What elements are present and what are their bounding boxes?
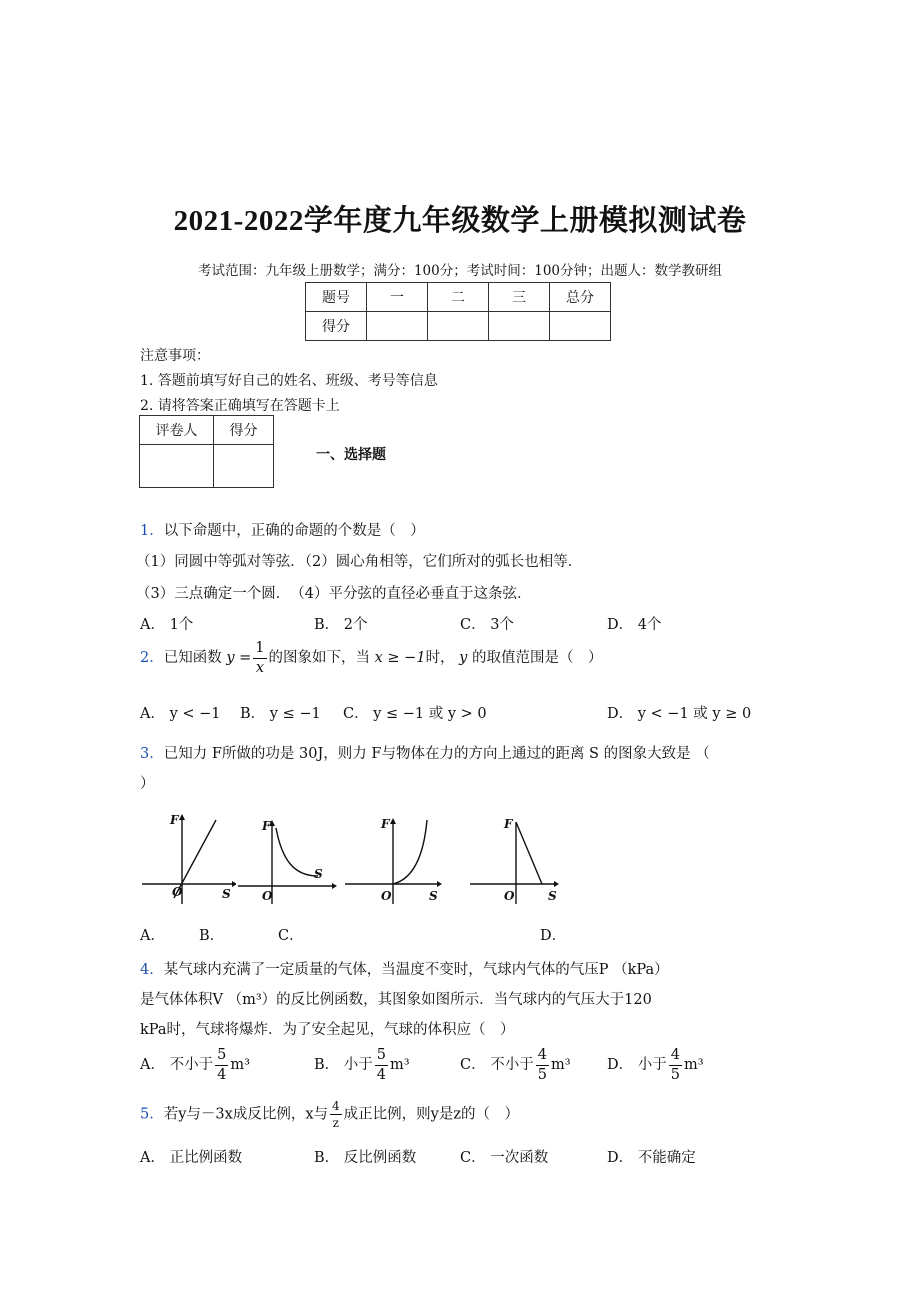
axis-label-s: S [429, 889, 438, 903]
exam-info: 考试范围：九年级上册数学；满分：100分；考试时间：100分钟；出题人：数学教研组 [197, 263, 723, 279]
fraction [536, 1048, 549, 1082]
q4-option-d[interactable] [607, 1048, 704, 1082]
q1-option-a[interactable]: A． 1个 [140, 617, 194, 633]
score-cell: 总分 [550, 283, 611, 312]
unit: m³ [230, 1057, 250, 1073]
q2-equation: y = [226, 650, 252, 666]
score-cell: 二 [428, 283, 489, 312]
numerator: 4 [669, 1048, 682, 1066]
axis-label-s: S [548, 889, 557, 903]
numerator: 4 [536, 1048, 549, 1066]
q3-option-c[interactable]: C． [278, 928, 304, 944]
score-input-cell[interactable] [428, 312, 489, 341]
score-cell: 三 [489, 283, 550, 312]
notice-item: 2. 请将答案正确填写在答题卡上 [140, 398, 340, 414]
q2-denominator: x [255, 659, 264, 676]
graph-line [516, 822, 542, 884]
q4-line3: kPa时，气球将爆炸．为了安全起见，气球的体积应（ ） [140, 1022, 515, 1038]
q4-line2: 是气体体积V （m³）的反比例函数，其图象如图所示．当气球内的气压大于120 [140, 992, 652, 1008]
q4-option-a[interactable] [140, 1048, 250, 1082]
q5-fraction [330, 1100, 342, 1129]
graph-curve [276, 828, 318, 876]
q2-text: 的图象如下，当 [268, 650, 371, 666]
axis-label-f: F [381, 817, 390, 831]
score-input-cell[interactable] [550, 312, 611, 341]
origin-label: O [504, 889, 515, 903]
q2-option-c[interactable]: C． y ≤ −1 或 y > 0 [343, 706, 487, 722]
score-input-cell[interactable] [489, 312, 550, 341]
q3-stem [140, 742, 710, 763]
q2-text: 已知函数 [163, 650, 222, 666]
q2-stem [140, 641, 602, 675]
q5-stem [140, 1100, 519, 1129]
score-input-cell[interactable] [367, 312, 428, 341]
denominator: 4 [376, 1066, 386, 1083]
unit: m³ [683, 1057, 704, 1073]
denominator: 5 [670, 1066, 680, 1083]
q2-variable: y [459, 650, 468, 666]
q3-number: 3． [140, 746, 164, 762]
q3-graph-b [238, 812, 338, 908]
notice-heading: 注意事项： [140, 348, 210, 364]
q4-stem [140, 958, 669, 979]
q1-option-d[interactable]: D． 4个 [607, 617, 662, 633]
fraction [375, 1048, 388, 1082]
axis-label-s: S [222, 887, 231, 901]
grader-input-cell[interactable] [140, 445, 214, 488]
q1-stem [140, 519, 425, 540]
q2-number: 2． [140, 650, 164, 666]
arrow-icon [179, 814, 185, 820]
arrow-icon [554, 881, 559, 887]
q1-option-c[interactable]: C． 3个 [460, 617, 514, 633]
fraction [669, 1048, 682, 1082]
exam-title: 2021-2022学年度九年级数学上册模拟测试卷 [173, 205, 747, 237]
q2-condition: x ≥ −1 [374, 650, 426, 666]
arrow-icon [437, 881, 442, 887]
score-cell: 题号 [306, 283, 367, 312]
q2-fraction [253, 641, 266, 675]
numerator: 4 [332, 1099, 340, 1113]
q5-option-d[interactable]: D． 不能确定 [607, 1150, 696, 1166]
q2-option-b[interactable]: B． y ≤ −1 [240, 706, 321, 722]
q3-option-a[interactable]: A． [140, 928, 165, 944]
origin-label: O [381, 889, 392, 903]
q1-text: 以下命题中，正确的命题的个数是（ ） [163, 523, 425, 539]
q3-graph-c [345, 812, 445, 908]
score-cell: 得分 [306, 312, 367, 341]
q1-line2: （1）同圆中等弧对等弦．（2）圆心角相等，它们所对的弧长也相等． [136, 554, 583, 570]
q4-option-c[interactable] [460, 1048, 571, 1082]
q1-line3: （3）三点确定一个圆． （4）平分弦的直径必垂直于这条弦． [136, 586, 532, 602]
score-cell: 一 [367, 283, 428, 312]
fraction [215, 1048, 228, 1082]
q2-text: 时， [425, 650, 455, 666]
q3-text: 已知力 F所做的功是 30J，则力 F与物体在力的方向上通过的距离 S 的图象大致是 （ [163, 746, 710, 762]
unit: m³ [550, 1057, 571, 1073]
q3-option-d[interactable]: D． [540, 928, 567, 944]
q5-text: 成正比例，则y是z的（ ） [343, 1106, 519, 1123]
q5-option-b[interactable]: B． 反比例函数 [314, 1150, 417, 1166]
option-label: C． 不小于 [460, 1057, 534, 1073]
score-input-cell[interactable] [214, 445, 274, 488]
numerator: 5 [375, 1048, 388, 1066]
q4-option-b[interactable] [314, 1048, 410, 1082]
score-table-header-row [306, 283, 611, 312]
section-heading: 一、选择题 [316, 447, 386, 463]
origin-label: O [262, 889, 273, 903]
score-table [305, 282, 611, 341]
unit: m³ [390, 1057, 410, 1073]
arrow-icon [390, 818, 396, 824]
notice-item: 1. 答题前填写好自己的姓名、班级、考号等信息 [140, 373, 438, 389]
grader-table [139, 415, 274, 488]
q2-numerator: 1 [253, 641, 266, 659]
numerator: 5 [215, 1048, 228, 1066]
option-label: A． 不小于 [140, 1057, 214, 1073]
score-label: 得分 [214, 416, 274, 445]
option-label: D． 小于 [607, 1057, 667, 1073]
q5-option-a[interactable]: A． 正比例函数 [140, 1150, 243, 1166]
q5-option-c[interactable]: C． 一次函数 [460, 1150, 549, 1166]
q2-option-d[interactable]: D． y < −1 或 y ≥ 0 [607, 706, 752, 722]
axis-label-f: F [262, 819, 271, 833]
q5-text: 若y与－3x成反比例，x与 [163, 1106, 329, 1123]
q2-option-a[interactable]: A． y < −1 [140, 706, 221, 722]
q2-text: 的取值范围是（ ） [471, 650, 603, 666]
grader-label: 评卷人 [140, 416, 214, 445]
graph-curve [393, 820, 427, 884]
q1-option-b[interactable]: B． 2个 [314, 617, 368, 633]
q1-number: 1． [140, 523, 164, 539]
q4-text: 某气球内充满了一定质量的气体，当温度不变时，气球内气体的气压P （kPa） [163, 962, 669, 978]
q4-number: 4． [140, 962, 164, 978]
arrow-icon [232, 881, 236, 887]
option-label: B． 小于 [314, 1057, 373, 1073]
score-table-score-row [306, 312, 611, 341]
axis-label-s: S [314, 867, 323, 881]
q5-number: 5． [140, 1106, 164, 1123]
axis-label-f: F [170, 813, 179, 827]
arrow-icon [332, 883, 337, 889]
denominator: z [332, 1116, 339, 1130]
denominator: 4 [217, 1066, 227, 1083]
q3-graph-d [468, 812, 564, 908]
axis-label-f: F [504, 817, 513, 831]
q3-stem-end: ） [140, 776, 155, 792]
q3-graph-a [140, 812, 236, 908]
denominator: 5 [537, 1066, 547, 1083]
q3-option-b[interactable]: B． [199, 928, 225, 944]
origin-label: O [172, 885, 183, 899]
